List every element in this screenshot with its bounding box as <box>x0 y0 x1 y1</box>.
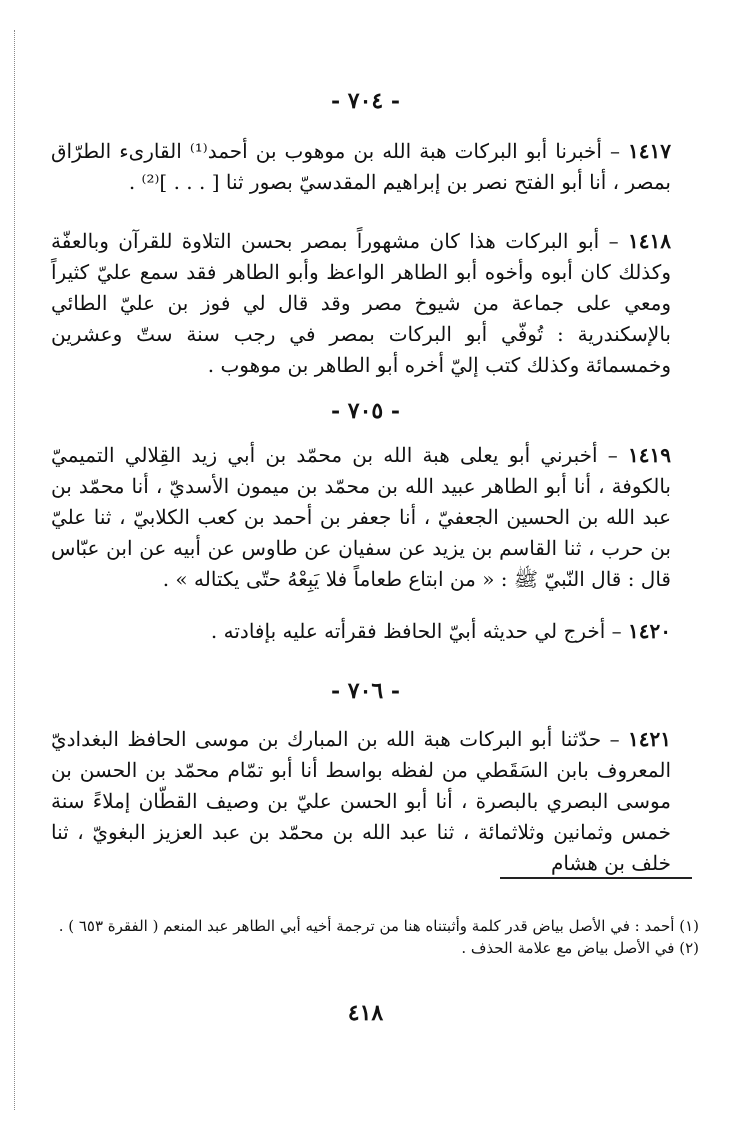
entry-1418 <box>51 226 671 381</box>
footnote-1: (١) أحمد : في الأصل بياض قدر كلمة وأثبتناه هنا من ترجمة أخيه أبي الطاهر عبد المنعم ( الفقرة ٦٥٣ ) . <box>58 917 699 935</box>
entry-1421 <box>51 724 671 879</box>
entry-1420 <box>51 616 671 647</box>
entry-text: – أخبرنا أبو البركات هبة الله بن موهوب بن أحمد⁽¹⁾ القارىء الطرّاق بمصر ، أنا أبو الفتح نصر بن إبراهيم المقدسيّ بصور ثنا [ . . . ]⁽²⁾ . <box>51 139 671 194</box>
entry-text: – أخرج لي حديثه أبيّ الحافظ فقرأته عليه بإفادته . <box>210 619 622 643</box>
section-heading-704: - ٧٠٤ - <box>330 88 401 114</box>
margin-dotted-line <box>14 30 15 1110</box>
entry-number: ١٤٢٠ <box>628 619 671 643</box>
entry-number: ١٤١٧ <box>628 139 671 163</box>
entry-text: – حدّثنا أبو البركات هبة الله بن المبارك بن موسى الحافظ البغداديّ المعروف بابن السَقَطي من لفظه بواسط أنا أبو تمّام محمّد بن الحسن بن موسى البصري بالبصرة ، أنا أبو الحسن عليّ بن وصيف القطّان إملاءً سنة خمس وثمانين وثلاثمائة ، ثنا عبد الله بن محمّد بن عبد العزيز البغويّ ، ثنا خلف بن هشام <box>51 727 671 875</box>
footnote-separator <box>500 877 692 879</box>
page-number: ٤١٨ <box>347 1000 384 1026</box>
entry-1419 <box>51 440 671 595</box>
section-heading-705: - ٧٠٥ - <box>330 398 401 424</box>
entry-number: ١٤١٨ <box>628 229 671 253</box>
entry-text: – أبو البركات هذا كان مشهوراً بمصر بحسن التلاوة للقرآن وبالعفّة وكذلك كان أبوه وأخوه أبو الطاهر الواعظ وأبو الطاهر فقد سمع عليّ كثيراً ومعي على جماعة من شيوخ مصر وقد قال لي فوز بن عليّ الطائي بالإسكندرية : تُوفّي أبو البركات بمصر في رجب سنة ستّ وعشرين وخمسمائة وكذلك كتب إليّ أخره أبو الطاهر بن موهوب . <box>51 229 671 377</box>
section-heading-706: - ٧٠٦ - <box>330 678 401 704</box>
entry-text: – أخبرني أبو يعلى هبة الله بن محمّد بن أبي زيد القِلالي التميميّ بالكوفة ، أنا أبو الطاهر عبيد الله بن محمّد بن ميمون الأسديّ ، أنا محمّد بن عبد الله بن الحسين الجعفيّ ، أنا جعفر بن أحمد بن كعب الكلابيّ ، ثنا عليّ بن حرب ، ثنا القاسم بن يزيد عن سفيان عن طاوس عن أبيه عن ابن عبّاس قال : قال النّبيّ ﷺ : « من ابتاع طعاماً فلا يَبِعْهُ حتّى يكتاله » . <box>51 443 671 591</box>
entry-number: ١٤١٩ <box>628 443 671 467</box>
footnotes <box>39 915 699 959</box>
entry-1417 <box>51 136 671 198</box>
entry-number: ١٤٢١ <box>628 727 671 751</box>
footnote-2: (٢) في الأصل بياض مع علامة الحذف . <box>461 939 699 957</box>
